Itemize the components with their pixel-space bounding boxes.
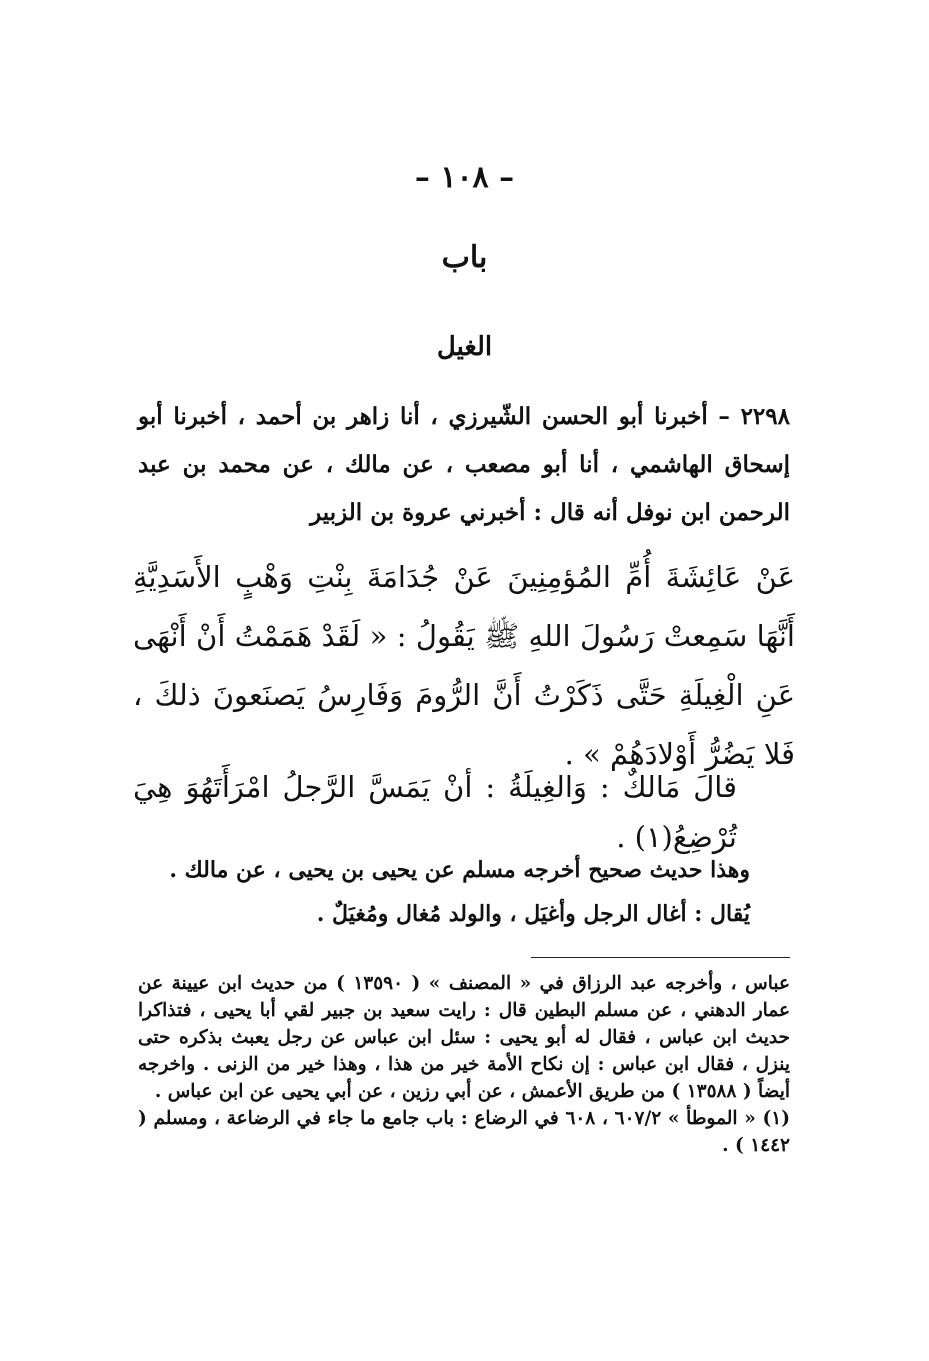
page-number: – ١٠٨ –	[414, 160, 515, 195]
verification-line: وهذا حديث صحيح أخرجه مسلم عن يحيى بن يحيى ، عن مالك .	[169, 857, 750, 883]
definition-line: يُقال : أغال الرجل وأغيَل ، والولد مُغال ومُغيَلٌ .	[316, 901, 750, 927]
hadith-isnad: ٢٢٩٨ – أخبرنا أبو الحسن الشّيرزي ، أنا زاهر بن أحمد ، أخبرنا أبو إسحاق الهاشمي ، أنا أبو مصعب ، عن مالك ، عن محمد بن عبد الرحمن ابن نوفل أنه قال : أخبرني عروة بن الزبير	[138, 403, 790, 526]
malik-comment: قالَ مَالكٌ : وَالغِيلَةُ : أنْ يَمَسَّ الرَّجلُ امْرَأَتَهُوَ هِيَ تُرْضِعُ(١) .	[133, 770, 737, 854]
footnotes	[138, 970, 790, 1159]
footnote-1: (١) « الموطأ » ٦٠٧/٢ ، ٦٠٨ في الرضاع : باب جامع ما جاء في الرضاعة ، ومسلم ( ١٤٤٢ ) .	[138, 1108, 790, 1156]
footnote-divider	[531, 957, 790, 958]
section-title: الغيل	[436, 332, 493, 362]
chapter-title: باب	[441, 240, 488, 275]
hadith-text: عَنْ عَائِشَةَ أُمِّ المُؤمِنِينَ عَنْ جُدَامَةَ بِنْتِ وَهْبٍ الأَسَدِيَّةِ أَنَّهَا سَمِعتْ رَسُولَ اللهِ ﷺ يَقُولُ : « لَقَدْ هَمَمْتُ أَنْ أَنْهَى عَنِ الْغِيلَةِ حَتَّى ذَكَرْتُ أَنَّ الرُّومَ وَفَارِسُ يَصنَعونَ ذلكَ ، فَلا يَضُرُّ أَوْلادَهُمْ » .	[133, 560, 795, 771]
verification-block	[150, 848, 750, 936]
footnote-continuation: عباس ، وأخرجه عبد الرزاق في « المصنف » ( ١٣٥٩٠ ) من حديث ابن عيينة عن عمار الدهني ، عن مسلم البطين قال : رايت سعيد بن جبير لقي أبا يحيى ، فتذاكرا حديث ابن عباس ، فقال له أبو يحيى : سئل ابن عباس عن رجل يعبث بذكره حتى ينزل ، فقال ابن عباس : إن نكاح الأمة خير من هذا ، وهذا خير من الزنى . واخرجه أيضاً ( ١٣٥٨٨ ) من طريق الأعمش ، عن أبي رزين ، عن أبي يحيى عن ابن عباس .	[138, 973, 790, 1102]
